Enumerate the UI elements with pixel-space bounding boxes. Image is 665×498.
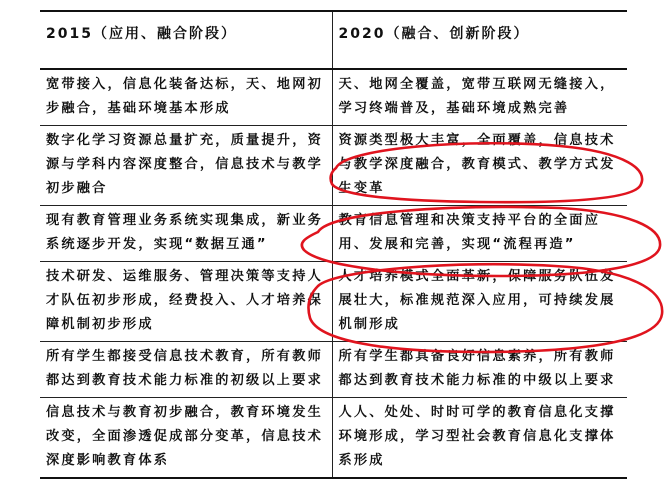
cell-2015-infrastructure: 宽带接入，信息化装备达标，天、地网初步融合，基础环境基本形成 bbox=[40, 69, 332, 126]
table-row bbox=[40, 398, 627, 479]
table-row bbox=[40, 126, 627, 206]
table-header-row bbox=[40, 11, 627, 69]
header-2020: 2020（融合、创新阶段） bbox=[332, 11, 627, 69]
table-row bbox=[40, 206, 627, 262]
cell-2020-infrastructure: 天、地网全覆盖，宽带互联网无缝接入，学习终端普及，基础环境成熟完善 bbox=[332, 69, 627, 126]
cell-2015-management: 现有教育管理业务系统实现集成，新业务系统逐步开发，实现“数据互通” bbox=[40, 206, 332, 262]
cell-2020-system: 人人、处处、时时可学的教育信息化支撑环境形成，学习型社会教育信息化支撑体系形成 bbox=[332, 398, 627, 479]
comparison-table bbox=[40, 10, 627, 479]
cell-2015-talent: 技术研发、运维服务、管理决策等支持人才队伍初步形成，经费投入、人才培养保障机制初步形成 bbox=[40, 262, 332, 342]
cell-2015-system: 信息技术与教育初步融合，教育环境发生改变，全面渗透促成部分变革，信息技术深度影响教育体系 bbox=[40, 398, 332, 479]
cell-2015-literacy: 所有学生都接受信息技术教育，所有教师都达到教育技术能力标准的初级以上要求 bbox=[40, 342, 332, 398]
table-row bbox=[40, 69, 627, 126]
header-2015: 2015（应用、融合阶段） bbox=[40, 11, 332, 69]
cell-2015-resources: 数字化学习资源总量扩充，质量提升，资源与学科内容深度整合，信息技术与教学初步融合 bbox=[40, 126, 332, 206]
table-row bbox=[40, 262, 627, 342]
cell-2020-management: 教育信息管理和决策支持平台的全面应用、发展和完善，实现“流程再造” bbox=[332, 206, 627, 262]
comparison-table-wrapper bbox=[40, 10, 627, 479]
cell-2020-resources: 资源类型极大丰富，全面覆盖，信息技术与教学深度融合，教育模式、教学方式发生变革 bbox=[332, 126, 627, 206]
table-row bbox=[40, 342, 627, 398]
cell-2020-literacy: 所有学生都具备良好信息素养，所有教师都达到教育技术能力标准的中级以上要求 bbox=[332, 342, 627, 398]
cell-2020-talent: 人才培养模式全面革新，保障服务队伍发展壮大，标准规范深入应用，可持续发展机制形成 bbox=[332, 262, 627, 342]
